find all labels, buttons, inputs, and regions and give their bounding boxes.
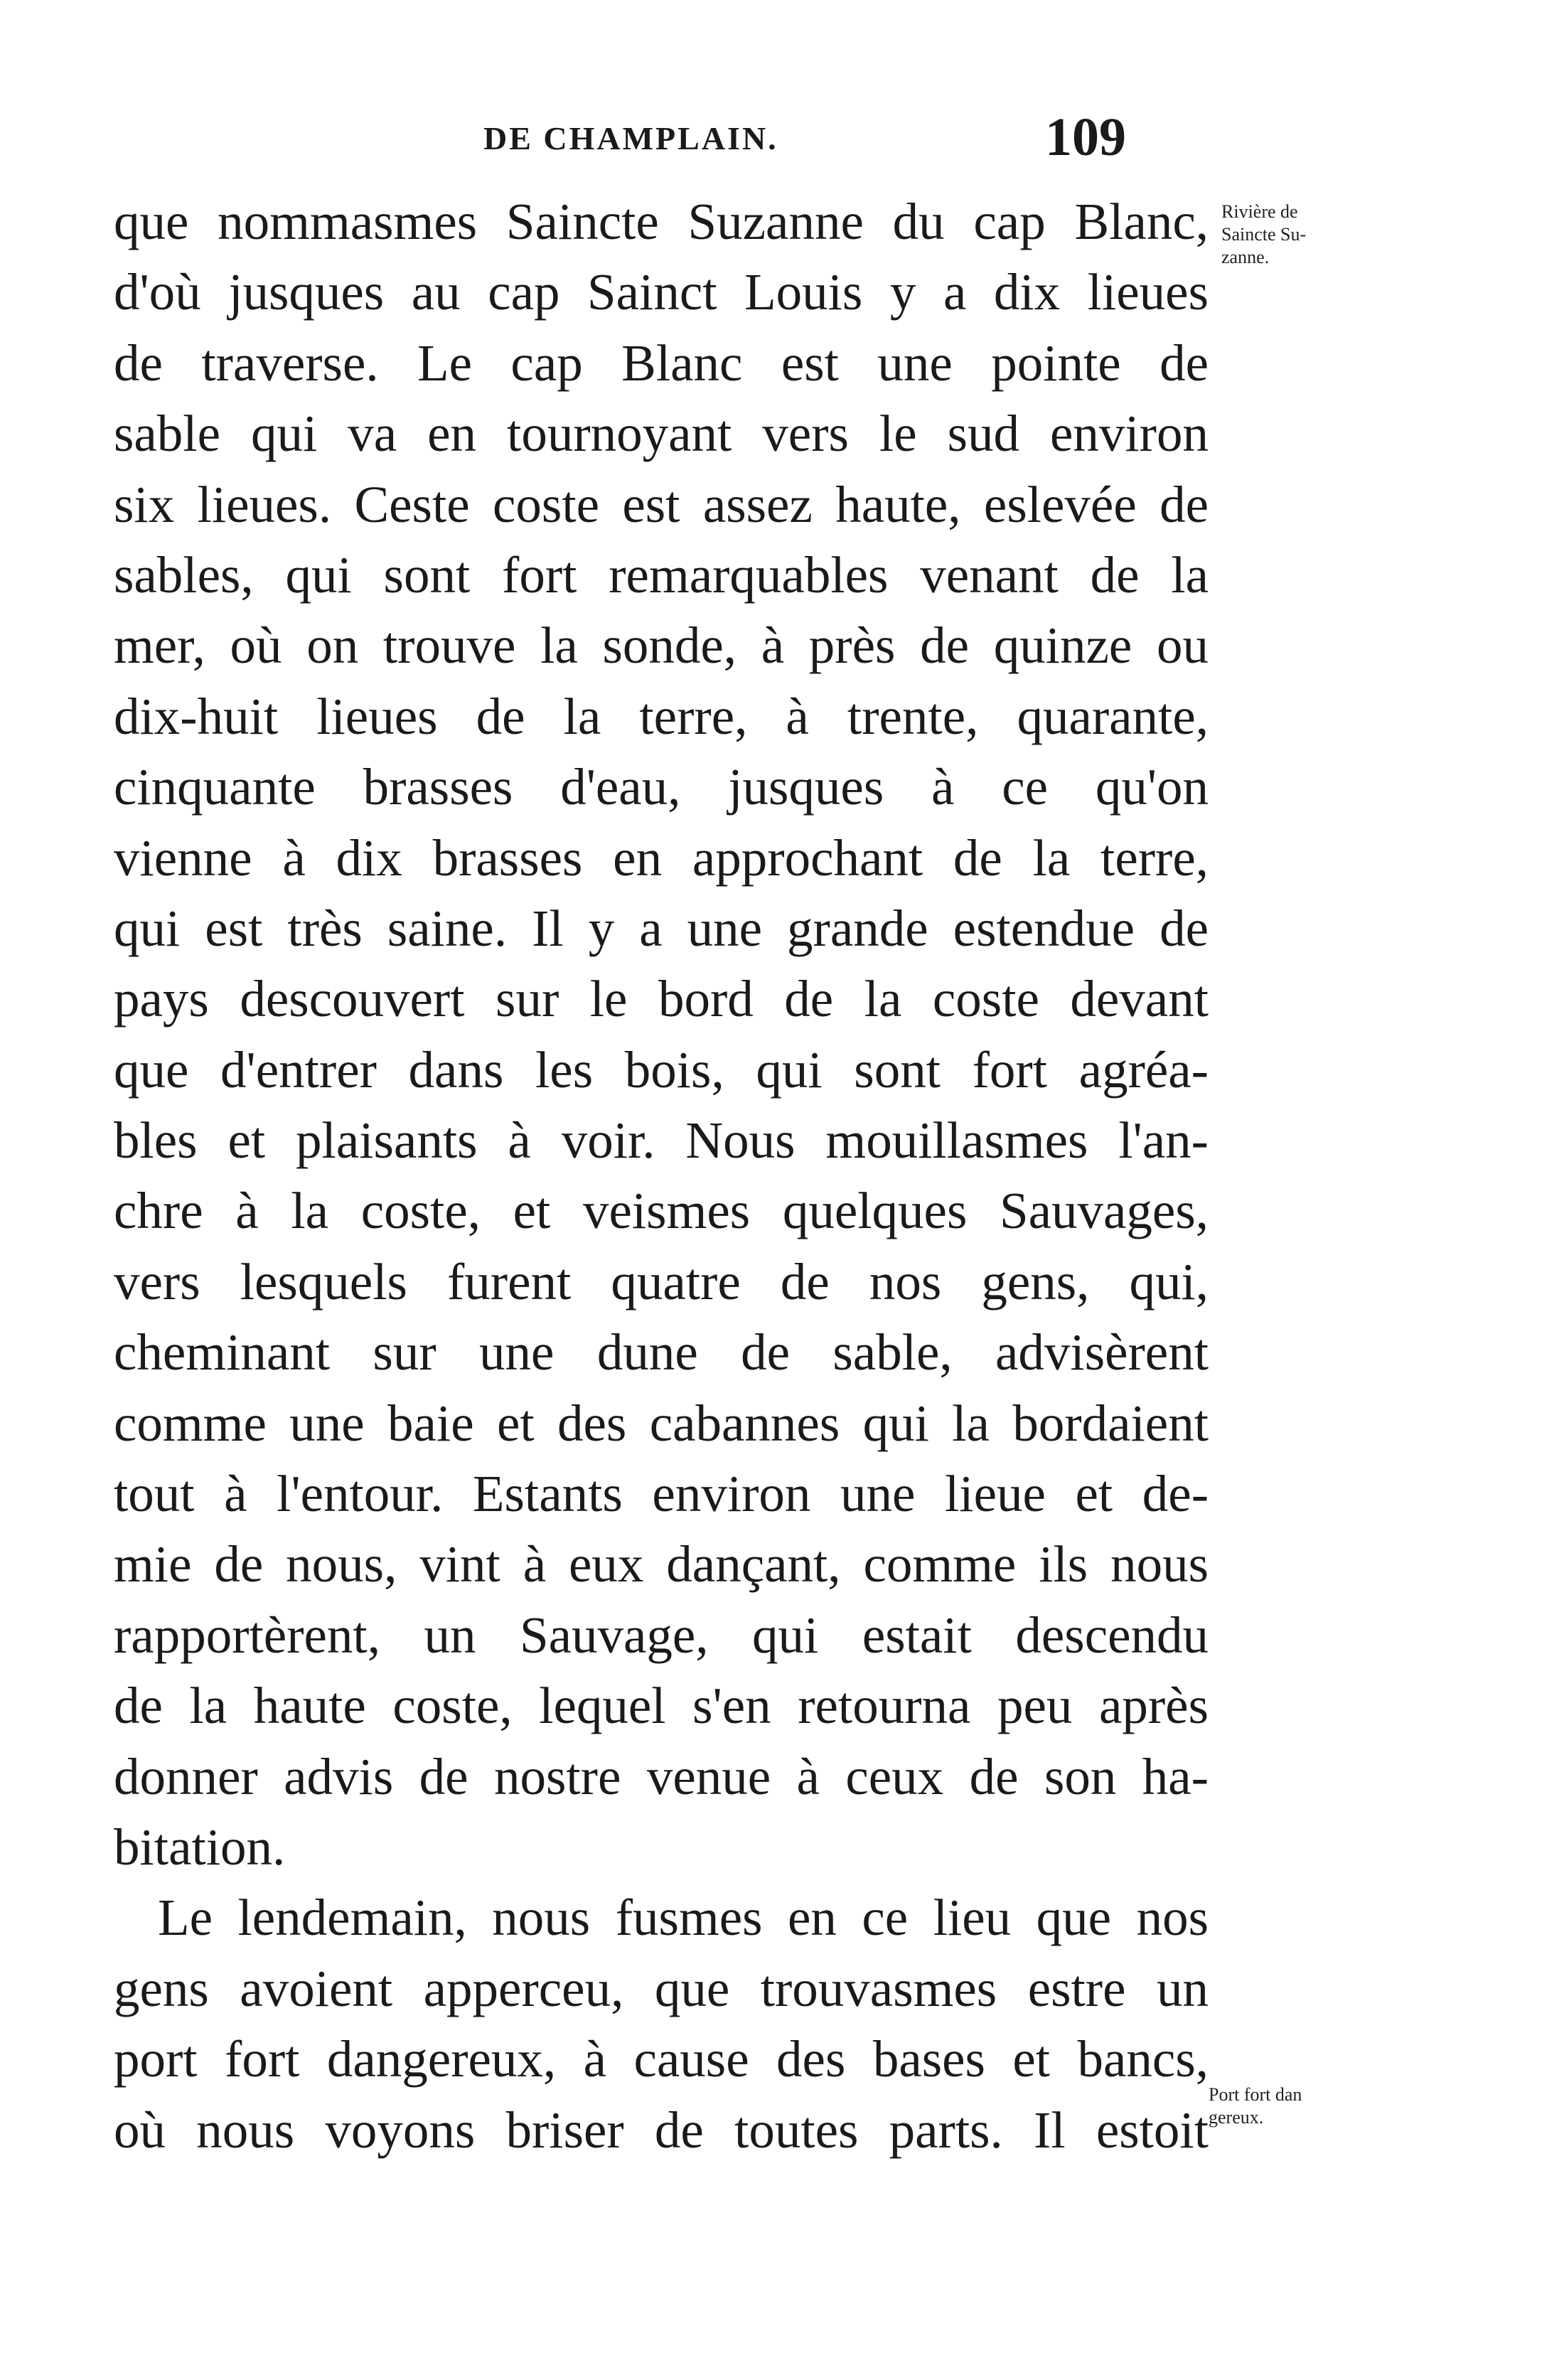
running-title: DE CHAMPLAIN.: [483, 120, 778, 156]
text-line: d'où jusques au cap Sainct Louis y a dix lieues: [114, 263, 1209, 321]
margin-note-riviere: [1221, 201, 1406, 269]
margin-note-line: Saincte Su-: [1221, 224, 1307, 245]
text-line: cinquante brasses d'eau, jusques à ce qu'on: [114, 758, 1209, 816]
text-line: six lieues. Ceste coste est assez haute, eslevée de: [114, 475, 1209, 533]
text-line: mie de nous, vint à eux dançant, comme ils nous: [114, 1535, 1209, 1594]
text-line: bitation.: [114, 1818, 286, 1876]
text-line: donner advis de nostre venue à ceux de son ha-: [114, 1747, 1209, 1805]
margin-note-line: zanne.: [1221, 247, 1270, 267]
text-line: sables, qui sont fort remarquables venant de la: [114, 545, 1209, 604]
text-line: chre à la coste, et veismes quelques Sauvages,: [114, 1182, 1209, 1240]
margin-note-line: Port fort dan: [1209, 2084, 1302, 2105]
margin-note-port: [1209, 2083, 1422, 2129]
text-line: rapportèrent, un Sauvage, qui estait descendu: [114, 1606, 1209, 1664]
text-line: que d'entrer dans les bois, qui sont fort agréa-: [114, 1040, 1209, 1099]
text-line: gens avoient apperceu, que trouvasmes estre un: [114, 1959, 1209, 2017]
text-line: qui est très saine. Il y a une grande estendue de: [114, 899, 1209, 957]
text-line: mer, où on trouve la sonde, à près de quinze ou: [114, 617, 1209, 675]
text-line: Le lendemain, nous fusmes en ce lieu que nos: [158, 1889, 1209, 1947]
text-line: comme une baie et des cabannes qui la bordaient: [114, 1394, 1209, 1452]
margin-note-line: Rivière de: [1221, 201, 1298, 222]
text-line: de traverse. Le cap Blanc est une pointe de: [114, 333, 1209, 392]
text-line: bles et plaisants à voir. Nous mouillasmes l'an-: [114, 1111, 1209, 1170]
text-line: que nommasmes Saincte Suzanne du cap Blanc,: [114, 193, 1209, 250]
text-line: où nous voyons briser de toutes parts. Il estoit: [114, 2101, 1209, 2159]
margin-note-line: gereux.: [1209, 2107, 1264, 2128]
text-line: sable qui va en tournoyant vers le sud environ: [114, 405, 1209, 463]
text-line: de la haute coste, lequel s'en retourna peu après: [114, 1677, 1209, 1735]
text-line: dix-huit lieues de la terre, à trente, quarante,: [114, 687, 1209, 745]
text-line: pays descouvert sur le bord de la coste devant: [114, 970, 1209, 1028]
text-line: port fort dangereux, à cause des bases et bancs,: [114, 2030, 1209, 2088]
text-line: tout à l'entour. Estants environ une lieue et de-: [114, 1465, 1209, 1523]
text-line: vers lesquels furent quatre de nos gens, qui,: [114, 1252, 1209, 1311]
body-text: [114, 186, 1209, 2165]
running-head: [114, 107, 1209, 171]
text-line: cheminant sur une dune de sable, advisèrent: [114, 1323, 1209, 1382]
text-line: vienne à dix brasses en approchant de la terre,: [114, 828, 1209, 887]
page-number: 109: [1045, 107, 1126, 167]
